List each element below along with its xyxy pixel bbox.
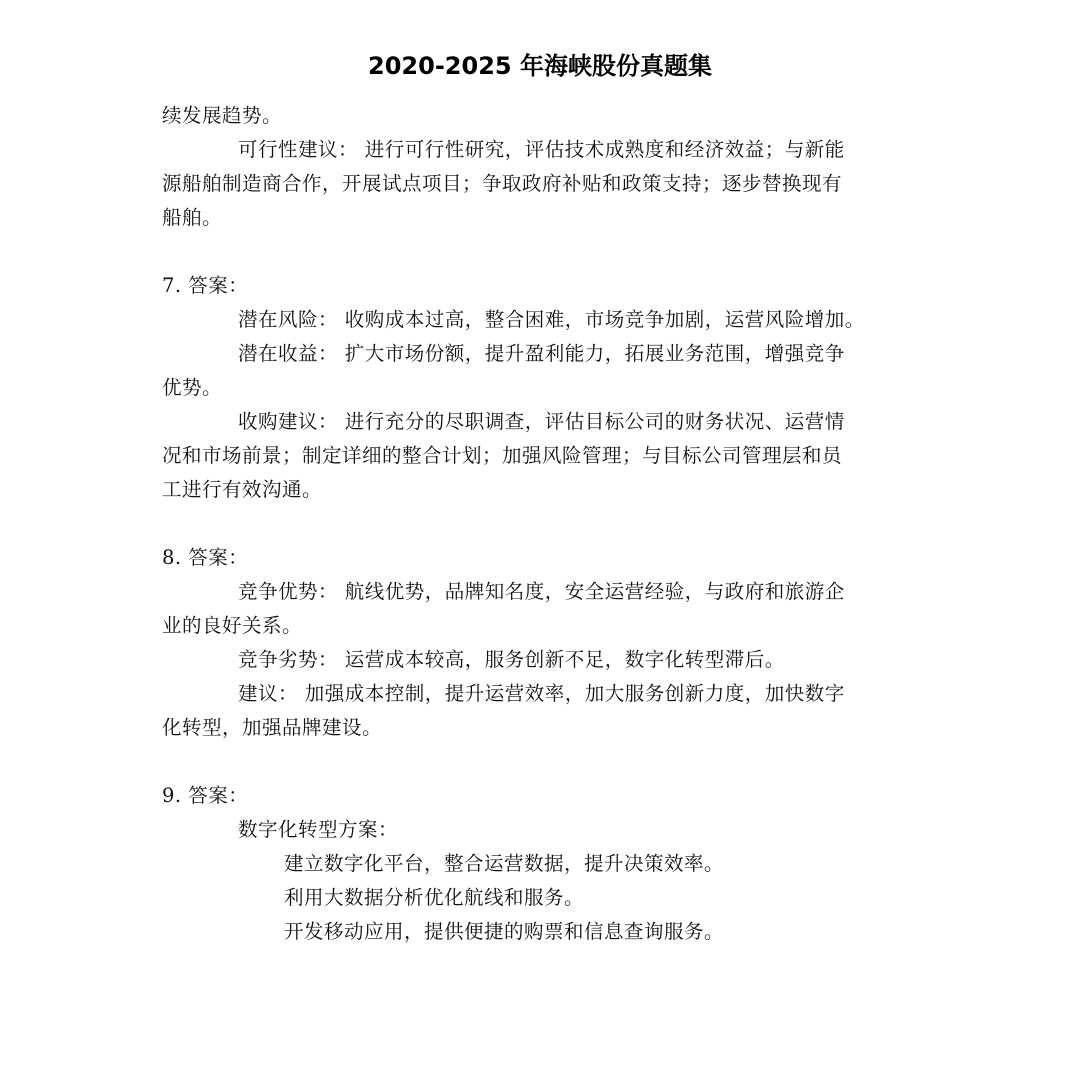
text-line: 收购建议： 进行充分的尽职调查，评估目标公司的财务状况、运营情 — [238, 410, 845, 433]
text-line: 竞争优势： 航线优势，品牌知名度，安全运营经验，与政府和旅游企 — [238, 580, 845, 603]
text-line: 船舶。 — [162, 206, 223, 229]
text-line: 潜在收益： 扩大市场份额，提升盈利能力，拓展业务范围，增强竞争 — [238, 342, 845, 365]
text-line: 业的良好关系。 — [162, 614, 303, 637]
text-line: 开发移动应用，提供便捷的购票和信息查询服务。 — [284, 920, 725, 943]
text-line: 建立数字化平台，整合运营数据，提升决策效率。 — [284, 852, 725, 875]
text-line: 潜在风险： 收购成本过高，整合困难，市场竞争加剧，运营风险增加。 — [238, 308, 865, 331]
document-body — [162, 99, 922, 949]
answer-heading: 8. 答案： — [162, 546, 249, 569]
text-line: 竞争劣势： 运营成本较高，服务创新不足，数字化转型滞后。 — [238, 648, 785, 671]
text-line: 源船舶制造商合作，开展试点项目；争取政府补贴和政策支持；逐步替换现有 — [162, 172, 843, 195]
text-line: 建议： 加强成本控制，提升运营效率，加大服务创新力度，加快数字 — [238, 682, 845, 705]
text-line: 利用大数据分析优化航线和服务。 — [284, 886, 585, 909]
text-line: 化转型，加强品牌建设。 — [162, 716, 383, 739]
page-title: 2020-2025 年海峡股份真题集 — [368, 52, 712, 80]
text-line: 数字化转型方案： — [238, 818, 399, 841]
text-line: 优势。 — [162, 376, 223, 399]
text-line: 工进行有效沟通。 — [162, 478, 323, 501]
paragraph-gap — [162, 507, 922, 541]
text-line: 续发展趋势。 — [162, 104, 283, 127]
answer-heading: 9. 答案： — [162, 784, 249, 807]
paragraph-gap — [162, 745, 922, 779]
paragraph-gap — [162, 235, 922, 269]
text-line: 况和市场前景；制定详细的整合计划；加强风险管理；与目标公司管理层和员 — [162, 444, 843, 467]
answer-heading: 7. 答案： — [162, 274, 249, 297]
text-line: 可行性建议： 进行可行性研究，评估技术成熟度和经济效益；与新能 — [238, 138, 845, 161]
